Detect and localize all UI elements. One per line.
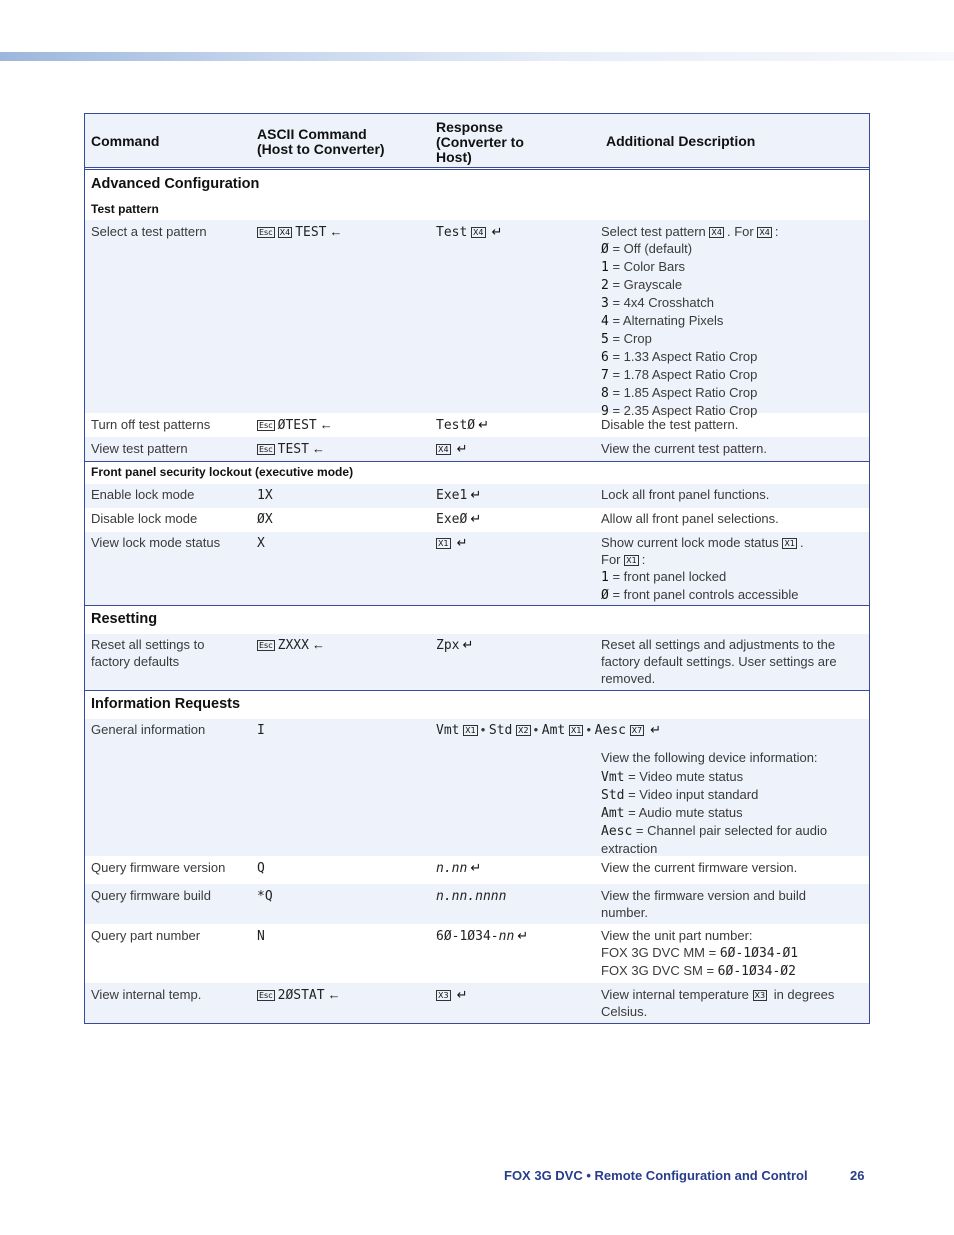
command-cell: View lock mode status bbox=[91, 535, 221, 550]
table-row bbox=[85, 856, 869, 884]
option-item: 9 = 2.35 Aspect Ratio Crop bbox=[601, 403, 758, 419]
info-item: Vmt = Video mute status bbox=[601, 769, 744, 785]
table-row bbox=[85, 884, 869, 924]
x4-key: X4 bbox=[759, 228, 770, 237]
response-cell: TestØ ↵ bbox=[436, 417, 490, 433]
ascii-cell: Q bbox=[257, 861, 265, 876]
enter-icon: ↵ bbox=[470, 860, 482, 875]
command-table bbox=[84, 113, 870, 1024]
description-cell: Lock all front panel functions. bbox=[601, 487, 770, 502]
table-row bbox=[85, 508, 869, 532]
option-item: 2 = Grayscale bbox=[601, 277, 683, 293]
x4-key: X4 bbox=[438, 445, 449, 454]
enter-icon: ↵ bbox=[462, 637, 474, 652]
description-cell: Allow all front panel selections. bbox=[601, 511, 779, 526]
send-arrow-icon: ← bbox=[327, 987, 341, 1002]
command-cell: Enable lock mode bbox=[91, 487, 195, 502]
response-cell bbox=[436, 440, 467, 457]
x4-key: X4 bbox=[279, 228, 291, 237]
send-arrow-icon: ← bbox=[311, 441, 325, 456]
ascii-cell: *Q bbox=[257, 889, 273, 904]
info-item: Amt = Audio mute status bbox=[601, 805, 743, 821]
esc-key: Esc bbox=[259, 991, 273, 1000]
command-cell: Turn off test patterns bbox=[91, 417, 211, 432]
header-command: Command bbox=[91, 133, 160, 149]
x1-key: X1 bbox=[438, 539, 449, 548]
option-item: 6 = 1.33 Aspect Ratio Crop bbox=[601, 349, 758, 365]
x1-key: X1 bbox=[570, 726, 582, 735]
x1-key: X1 bbox=[784, 539, 795, 548]
ascii-cell: Esc ØTEST ← bbox=[259, 417, 333, 433]
option-item: 4 = Alternating Pixels bbox=[601, 313, 724, 329]
response-cell: Zpx ↵ bbox=[436, 637, 474, 653]
response-cell: n.nn.nnnn bbox=[436, 889, 507, 904]
esc-key: Esc bbox=[259, 421, 273, 430]
enter-icon: ↵ bbox=[470, 487, 482, 502]
esc-key: Esc bbox=[259, 641, 273, 650]
table-row bbox=[85, 719, 869, 856]
x4-key: X4 bbox=[711, 228, 722, 237]
command-cell: Disable lock mode bbox=[91, 511, 198, 526]
x3-key: X3 bbox=[438, 991, 449, 1000]
response-cell: n.nn ↵ bbox=[436, 860, 482, 876]
table-row bbox=[85, 413, 869, 437]
option-item: 5 = Crop bbox=[601, 331, 652, 347]
table-row bbox=[85, 484, 869, 508]
description-cell: View the current firmware version. bbox=[601, 860, 798, 875]
description-cell: View the firmware version and build number. bbox=[601, 888, 806, 920]
table-row bbox=[85, 983, 869, 1023]
x7-key: X7 bbox=[631, 726, 643, 735]
test-pattern-options bbox=[601, 240, 779, 420]
response-cell bbox=[436, 986, 467, 1003]
ascii-cell: I bbox=[257, 723, 265, 738]
table-header bbox=[85, 114, 869, 168]
response-cell: Test X4 ↵ bbox=[436, 224, 503, 240]
enter-icon: ↵ bbox=[517, 928, 529, 943]
ascii-cell: Esc X4 TEST ← bbox=[259, 224, 343, 240]
ascii-cell: X bbox=[257, 536, 265, 551]
description-cell: View the following device information: Vmt = Video mute status Std = Video input standard Amt = Audio mute status Aesc = Channel pair selected for audio extraction bbox=[601, 750, 828, 856]
row-divider bbox=[85, 461, 869, 462]
description-cell: Disable the test pattern. bbox=[601, 417, 739, 432]
enter-icon: ↵ bbox=[456, 441, 468, 456]
send-arrow-icon: ← bbox=[329, 224, 343, 239]
description-cell: Select test pattern X4 . For X4 : Ø = Off (default) 1 = Color Bars 2 = Grayscale 3 = 4x4 Crosshatch 4 = Alternating Pixels 5 = Crop 6 = 1.33 Aspect Ratio Crop 7 = 1.78 Aspect Ratio Crop 8 = 1.85 Aspect Ratio Crop 9 = 2.35 Aspect Ratio Crop bbox=[601, 224, 779, 419]
option-item: 1 = Color Bars bbox=[601, 259, 686, 275]
option-item: Ø = Off (default) bbox=[601, 241, 693, 257]
header-ascii: ASCII Command (Host to Converter) bbox=[257, 126, 385, 157]
response-cell: Vmt X1 • Std X2 • Amt X1 • Aesc X7 ↵ bbox=[436, 722, 662, 738]
header-response: Response (Converter to Host) bbox=[436, 119, 524, 165]
row-divider bbox=[85, 690, 869, 691]
x1-key: X1 bbox=[626, 556, 637, 565]
table-row bbox=[85, 532, 869, 605]
enter-icon: ↵ bbox=[478, 417, 490, 432]
command-cell: View internal temp. bbox=[91, 987, 202, 1002]
page-number: 26 bbox=[850, 1168, 865, 1183]
table-row bbox=[85, 220, 869, 419]
x1-key: X1 bbox=[465, 726, 476, 735]
response-cell: Exe1 ↵ bbox=[436, 487, 482, 503]
description-cell: View the current test pattern. bbox=[601, 441, 767, 456]
header-description: Additional Description bbox=[606, 133, 756, 149]
response-cell bbox=[436, 534, 467, 551]
option-item: 7 = 1.78 Aspect Ratio Crop bbox=[601, 367, 758, 383]
row-divider bbox=[85, 605, 869, 606]
command-cell: Query part number bbox=[91, 928, 201, 943]
response-cell: 6Ø-1Ø34-nn ↵ bbox=[436, 928, 529, 944]
table-row bbox=[85, 924, 869, 983]
ascii-cell: Esc 2ØSTAT ← bbox=[259, 987, 341, 1003]
enter-icon: ↵ bbox=[491, 224, 503, 239]
info-item: Aesc = Channel pair selected for audio bbox=[601, 823, 828, 839]
ascii-cell: Esc TEST ← bbox=[259, 441, 325, 457]
x3-key: X3 bbox=[754, 991, 766, 1000]
header-gradient-bar bbox=[0, 52, 954, 61]
esc-key: Esc bbox=[259, 228, 273, 237]
subsection-title: Test pattern bbox=[91, 202, 159, 216]
send-arrow-icon: ← bbox=[311, 637, 325, 652]
esc-key: Esc bbox=[259, 445, 273, 454]
info-item: Std = Video input standard bbox=[601, 787, 759, 803]
ascii-cell: Esc ZXXX ← bbox=[259, 637, 325, 653]
footer-title: FOX 3G DVC • Remote Configuration and Control bbox=[504, 1168, 808, 1183]
send-arrow-icon: ← bbox=[319, 417, 333, 432]
ascii-cell: N bbox=[257, 929, 265, 944]
section-title: Resetting bbox=[91, 611, 158, 627]
response-cell: ExeØ ↵ bbox=[436, 511, 482, 527]
command-cell: Select a test pattern bbox=[91, 224, 207, 239]
command-cell: General information bbox=[91, 722, 206, 737]
section-title: Information Requests bbox=[91, 696, 241, 712]
command-cell: View test pattern bbox=[91, 441, 188, 456]
header-double-rule bbox=[85, 169, 869, 170]
description-cell: View internal temperature X3 in degrees Celsius. bbox=[601, 987, 835, 1019]
x2-key: X2 bbox=[517, 726, 529, 735]
ascii-cell: ØX bbox=[257, 512, 273, 527]
command-cell: Query firmware build bbox=[91, 888, 211, 903]
enter-icon: ↵ bbox=[470, 511, 482, 526]
x4-key: X4 bbox=[472, 228, 484, 237]
table-row bbox=[85, 634, 869, 690]
option-item: 8 = 1.85 Aspect Ratio Crop bbox=[601, 385, 758, 401]
ascii-cell: 1X bbox=[257, 488, 273, 503]
command-cell: Query firmware version bbox=[91, 860, 226, 875]
description-cell: View the unit part number: FOX 3G DVC MM = 6Ø-1Ø34-Ø1 FOX 3G DVC SM = 6Ø-1Ø34-Ø2 bbox=[601, 928, 799, 979]
table-row bbox=[85, 437, 869, 461]
section-title: Advanced Configuration bbox=[91, 176, 260, 192]
subsection-title: Front panel security lockout (executive mode) bbox=[91, 465, 354, 479]
enter-icon: ↵ bbox=[650, 722, 662, 737]
option-item: 3 = 4x4 Crosshatch bbox=[601, 295, 714, 311]
description-cell: Show current lock mode status X1 . For X1 : 1 = front panel locked Ø = front panel controls accessible bbox=[601, 535, 804, 603]
enter-icon: ↵ bbox=[456, 987, 468, 1002]
device-info-list bbox=[601, 768, 827, 840]
description-cell: Reset all settings and adjustments to the factory default settings. User settings are removed. bbox=[601, 637, 837, 686]
command-cell: Reset all settings to factory defaults bbox=[91, 637, 205, 669]
enter-icon: ↵ bbox=[456, 535, 468, 550]
